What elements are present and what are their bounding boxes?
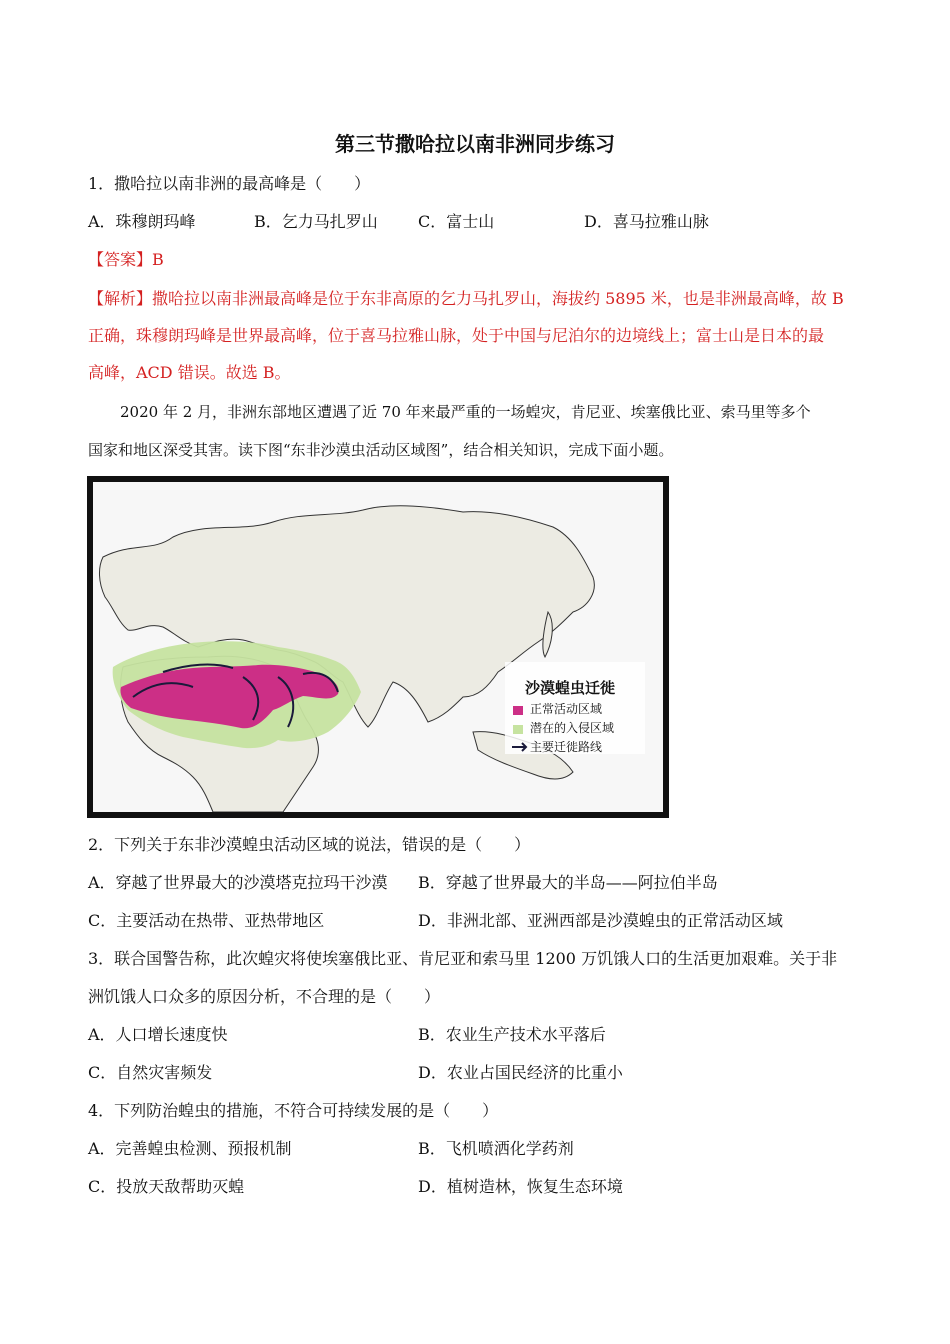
q3-option-c: C．自然灾害频发 (88, 1063, 213, 1082)
legend-normal: 正常活动区域 (530, 702, 603, 716)
q1-answer: 【答案】B (88, 250, 164, 269)
analysis-tag: 【解析】 (88, 289, 153, 308)
q1-analysis-line-3: 高峰，ACD 错误。故选 B。 (88, 363, 291, 382)
q4-option-d: D．植树造林，恢复生态环境 (418, 1177, 623, 1196)
q4-stem: 4．下列防治蝗虫的措施，不符合可持续发展的是（ ） (88, 1101, 499, 1120)
locust-map-figure (87, 476, 669, 818)
q4-option-b: B．飞机喷洒化学药剂 (418, 1139, 574, 1158)
q2-option-d: D．非洲北部、亚洲西部是沙漠蝗虫的正常活动区域 (418, 911, 783, 930)
q1-analysis-line-2: 正确，珠穆朗玛峰是世界最高峰，位于喜马拉雅山脉，处于中国与尼泊尔的边境线上；富士山是日本的最 (88, 326, 825, 345)
legend-route: 主要迁徙路线 (530, 740, 603, 754)
page-title: 第三节撒哈拉以南非洲同步练习 (335, 132, 615, 156)
legend-title: 沙漠蝗虫迁徙 (525, 679, 616, 697)
q3-stem-line-2: 洲饥饿人口众多的原因分析，不合理的是（ ） (88, 987, 441, 1006)
q3-option-b: B．农业生产技术水平落后 (418, 1025, 606, 1044)
q3-option-a: A．人口增长速度快 (88, 1025, 228, 1044)
intro-line-1: 2020 年 2 月，非洲东部地区遭遇了近 70 年来最严重的一场蝗灾，肯尼亚、埃塞俄比亚、索马里等多个 (120, 403, 811, 421)
intro-line-2: 国家和地区深受其害。读下图“东非沙漠虫活动区域图”，结合相关知识，完成下面小题。 (88, 441, 674, 459)
legend-potential: 潜在的入侵区域 (530, 721, 615, 735)
q1-stem: 1．撒哈拉以南非洲的最高峰是（ ） (88, 174, 371, 193)
q2-option-b: B．穿越了世界最大的半岛——阿拉伯半岛 (418, 873, 718, 892)
q1-option-b: B．乞力马扎罗山 (254, 212, 378, 231)
q1-analysis-line-1: 【解析】撒哈拉以南非洲最高峰是位于东非高原的乞力马扎罗山，海拔约 5895 米，也是非洲最高峰，故 B (88, 289, 844, 308)
q1-option-a: A．珠穆朗玛峰 (88, 212, 196, 231)
q4-option-a: A．完善蝗虫检测、预报机制 (88, 1139, 292, 1158)
q3-stem-line-1: 3．联合国警告称，此次蝗灾将使埃塞俄比亚、肯尼亚和索马里 1200 万饥饿人口的生活更加艰难。关于非 (88, 949, 838, 968)
q2-option-c: C．主要活动在热带、亚热带地区 (88, 911, 325, 930)
q1-option-c: C．富士山 (418, 212, 495, 231)
q3-option-d: D．农业占国民经济的比重小 (418, 1063, 623, 1082)
q2-option-a: A．穿越了世界最大的沙漠塔克拉玛干沙漠 (88, 873, 388, 892)
q1-option-d: D．喜马拉雅山脉 (584, 212, 709, 231)
locust-map (93, 482, 663, 812)
q4-option-c: C．投放天敌帮助灭蝗 (88, 1177, 245, 1196)
q2-stem: 2．下列关于东非沙漠蝗虫活动区域的说法，错误的是（ ） (88, 835, 531, 854)
